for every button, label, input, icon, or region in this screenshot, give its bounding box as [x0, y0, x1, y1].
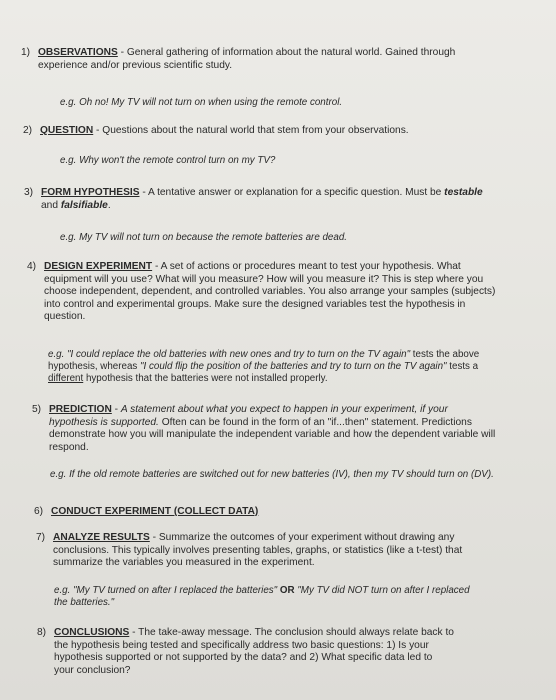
- step-term: ANALYZE RESULTS: [53, 532, 150, 543]
- step-description: A set of actions or procedures meant to test your hypothesis. What equipment will you use? What will you measure? How will you measure it? This is step where you choose independent, dependent, and controlled variables. You also arrange your samples (subjects) into control and experimental groups. Make sure the designed variables test the hypothesis in question.: [44, 261, 496, 323]
- step-form-hypothesis: 3) FORM HYPOTHESIS - A tentative answer or explanation for a specific question. Must be testable and falsifiable.: [24, 187, 483, 211]
- example-observations: e.g. Oh no! My TV will not turn on when using the remote control.: [60, 97, 343, 108]
- step-description: The take-away message. The conclusion should always relate back to the hypothesis being tested and specifically address two basic questions: 1) Is your hypothesis supported or not supported by the data? and 2) What specific data led to your conclusion?: [54, 627, 454, 676]
- step-number: 4): [27, 261, 37, 272]
- step-number: 7): [36, 532, 46, 543]
- step-observations: 1) OBSERVATIONS - General gathering of information about the natural world. Gained through experience and/or previous scientific study.: [21, 47, 456, 71]
- example-hypothesis: e.g. My TV will not turn on because the remote batteries are dead.: [60, 232, 348, 243]
- step-question: 2) QUESTION - Questions about the natural world that stem from your observations.: [23, 125, 409, 136]
- step-term: OBSERVATIONS: [38, 47, 118, 58]
- example-prediction: e.g. If the old remote batteries are switched out for new batteries (IV), then my TV should turn on (DV).: [50, 469, 494, 480]
- step-conclusions: 8) CONCLUSIONS - The take-away message. The conclusion should always relate back to the hypothesis being tested and specifically address two basic questions: 1) Is your hypothesis supported or not supported by the data? and 2) What specific data led to your conclusion?: [37, 627, 454, 676]
- step-number: 3): [24, 187, 34, 198]
- step-term: PREDICTION: [49, 404, 112, 415]
- step-number: 1): [21, 47, 31, 58]
- step-description: Summarize the outcomes of your experiment without drawing any conclusions. This typically involves presenting tables, graphs, or statistics (like a t-test) that summarize the variables you measured in the experiment.: [53, 532, 463, 569]
- step-analyze-results: 7) ANALYZE RESULTS - Summarize the outcomes of your experiment without drawing any conclusions. This typically involves presenting tables, graphs, or statistics (like a t-test) that summarize the variables you measured in the experiment.: [36, 532, 463, 569]
- step-term: CONDUCT EXPERIMENT (COLLECT DATA): [51, 506, 259, 517]
- step-term: FORM HYPOTHESIS: [41, 187, 140, 198]
- example-analyze: e.g. "My TV turned on after I replaced the batteries" OR "My TV did NOT turn on after I replaced the batteries.": [54, 585, 470, 609]
- step-term: CONCLUSIONS: [54, 627, 130, 638]
- example-question: e.g. Why won't the remote control turn on my TV?: [60, 155, 276, 166]
- step-number: 5): [32, 404, 42, 415]
- step-term: QUESTION: [40, 125, 94, 136]
- step-number: 6): [34, 506, 44, 517]
- step-design-experiment: 4) DESIGN EXPERIMENT - A set of actions or procedures meant to test your hypothesis. What equipment will you use? What will you measure? How will you measure it? This is step where you choose independent, dependent, and controlled variables. You also arrange your samples (subjects) into control and experimental groups. Make sure the designed variables test the hypothesis in question.: [27, 261, 496, 323]
- step-number: 2): [23, 125, 33, 136]
- step-description: Questions about the natural world that stem from your observations.: [102, 125, 409, 136]
- example-design: e.g. "I could replace the old batteries with new ones and try to turn on the TV again" tests the above hypothesis, whereas "I could flip the position of the batteries and try to turn on the TV again" tests a different hypothesis that the batteries were not installed properly.: [48, 349, 480, 385]
- step-term: DESIGN EXPERIMENT: [44, 261, 153, 272]
- step-prediction: 5) PREDICTION - A statement about what you expect to happen in your experiment, if your hypothesis is supported. Often can be found in the form of an "if...then" statement. Predictions demonstrate how you will manipulate the independent variable and how the dependent variable will respond.: [32, 404, 496, 453]
- step-number: 8): [37, 627, 47, 638]
- step-conduct-experiment: [34, 506, 491, 519]
- step-description: General gathering of information about the natural world. Gained through experience and/or previous scientific study.: [38, 47, 456, 71]
